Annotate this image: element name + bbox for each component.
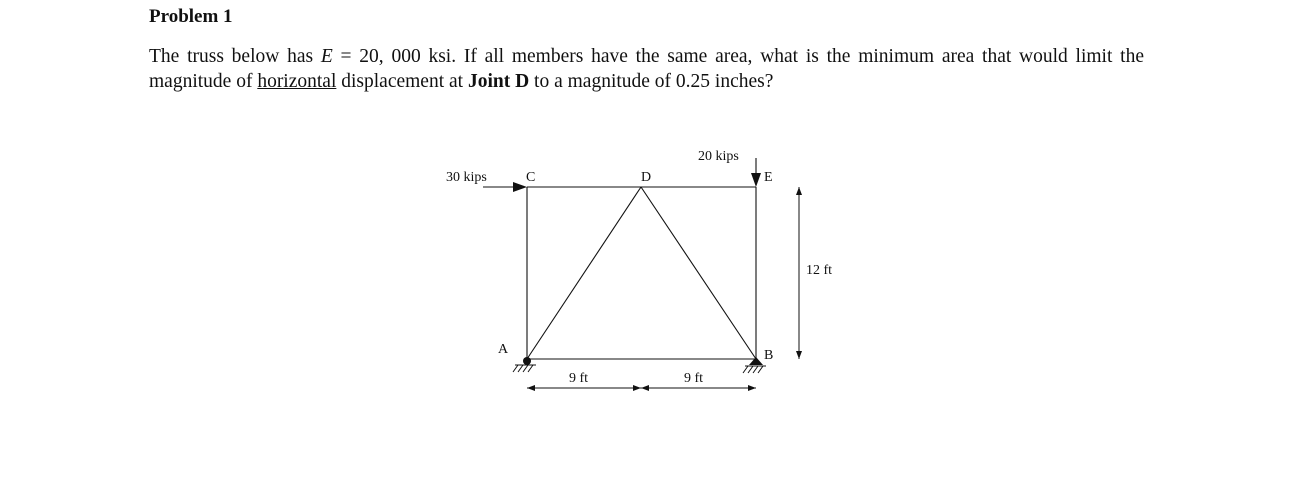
modulus-symbol: E <box>320 46 333 67</box>
dim-label-height: 12 ft <box>806 263 833 278</box>
support-b-icon <box>749 357 763 365</box>
load-20-kips <box>751 158 761 187</box>
joint-label-d: D <box>641 170 652 185</box>
statement-part-1: The truss below has <box>149 46 321 67</box>
member-ad <box>527 187 641 359</box>
horizontal-emphasis: horizontal <box>257 71 337 92</box>
statement-part-3: displacement at <box>336 71 468 92</box>
joint-label-e: E <box>764 170 773 185</box>
load-label-30-kips: 30 kips <box>446 170 487 185</box>
member-db <box>641 187 756 359</box>
load-label-20-kips: 20 kips <box>698 149 739 164</box>
joint-label-b: B <box>764 348 774 363</box>
arrow-down-icon <box>751 173 761 187</box>
dim-label-left-span: 9 ft <box>569 371 589 386</box>
joint-d-emphasis: Joint D <box>467 71 530 92</box>
dim-label-right-span: 9 ft <box>684 371 704 386</box>
statement-part-2: = 20, 000 ksi. If all members have the same area, what is the minimum area that would limit the magnitude of <box>149 46 1144 92</box>
dimension-lines <box>527 187 799 388</box>
truss-members <box>527 187 756 359</box>
problem-title: Problem 1 <box>149 6 233 27</box>
statement-part-4: to a magnitude of 0.25 inches? <box>529 71 774 92</box>
joint-label-a: A <box>498 342 509 357</box>
pin-a-icon <box>523 357 531 365</box>
load-30-kips <box>483 182 527 192</box>
arrow-right-icon <box>513 182 527 192</box>
joint-label-c: C <box>526 170 536 185</box>
